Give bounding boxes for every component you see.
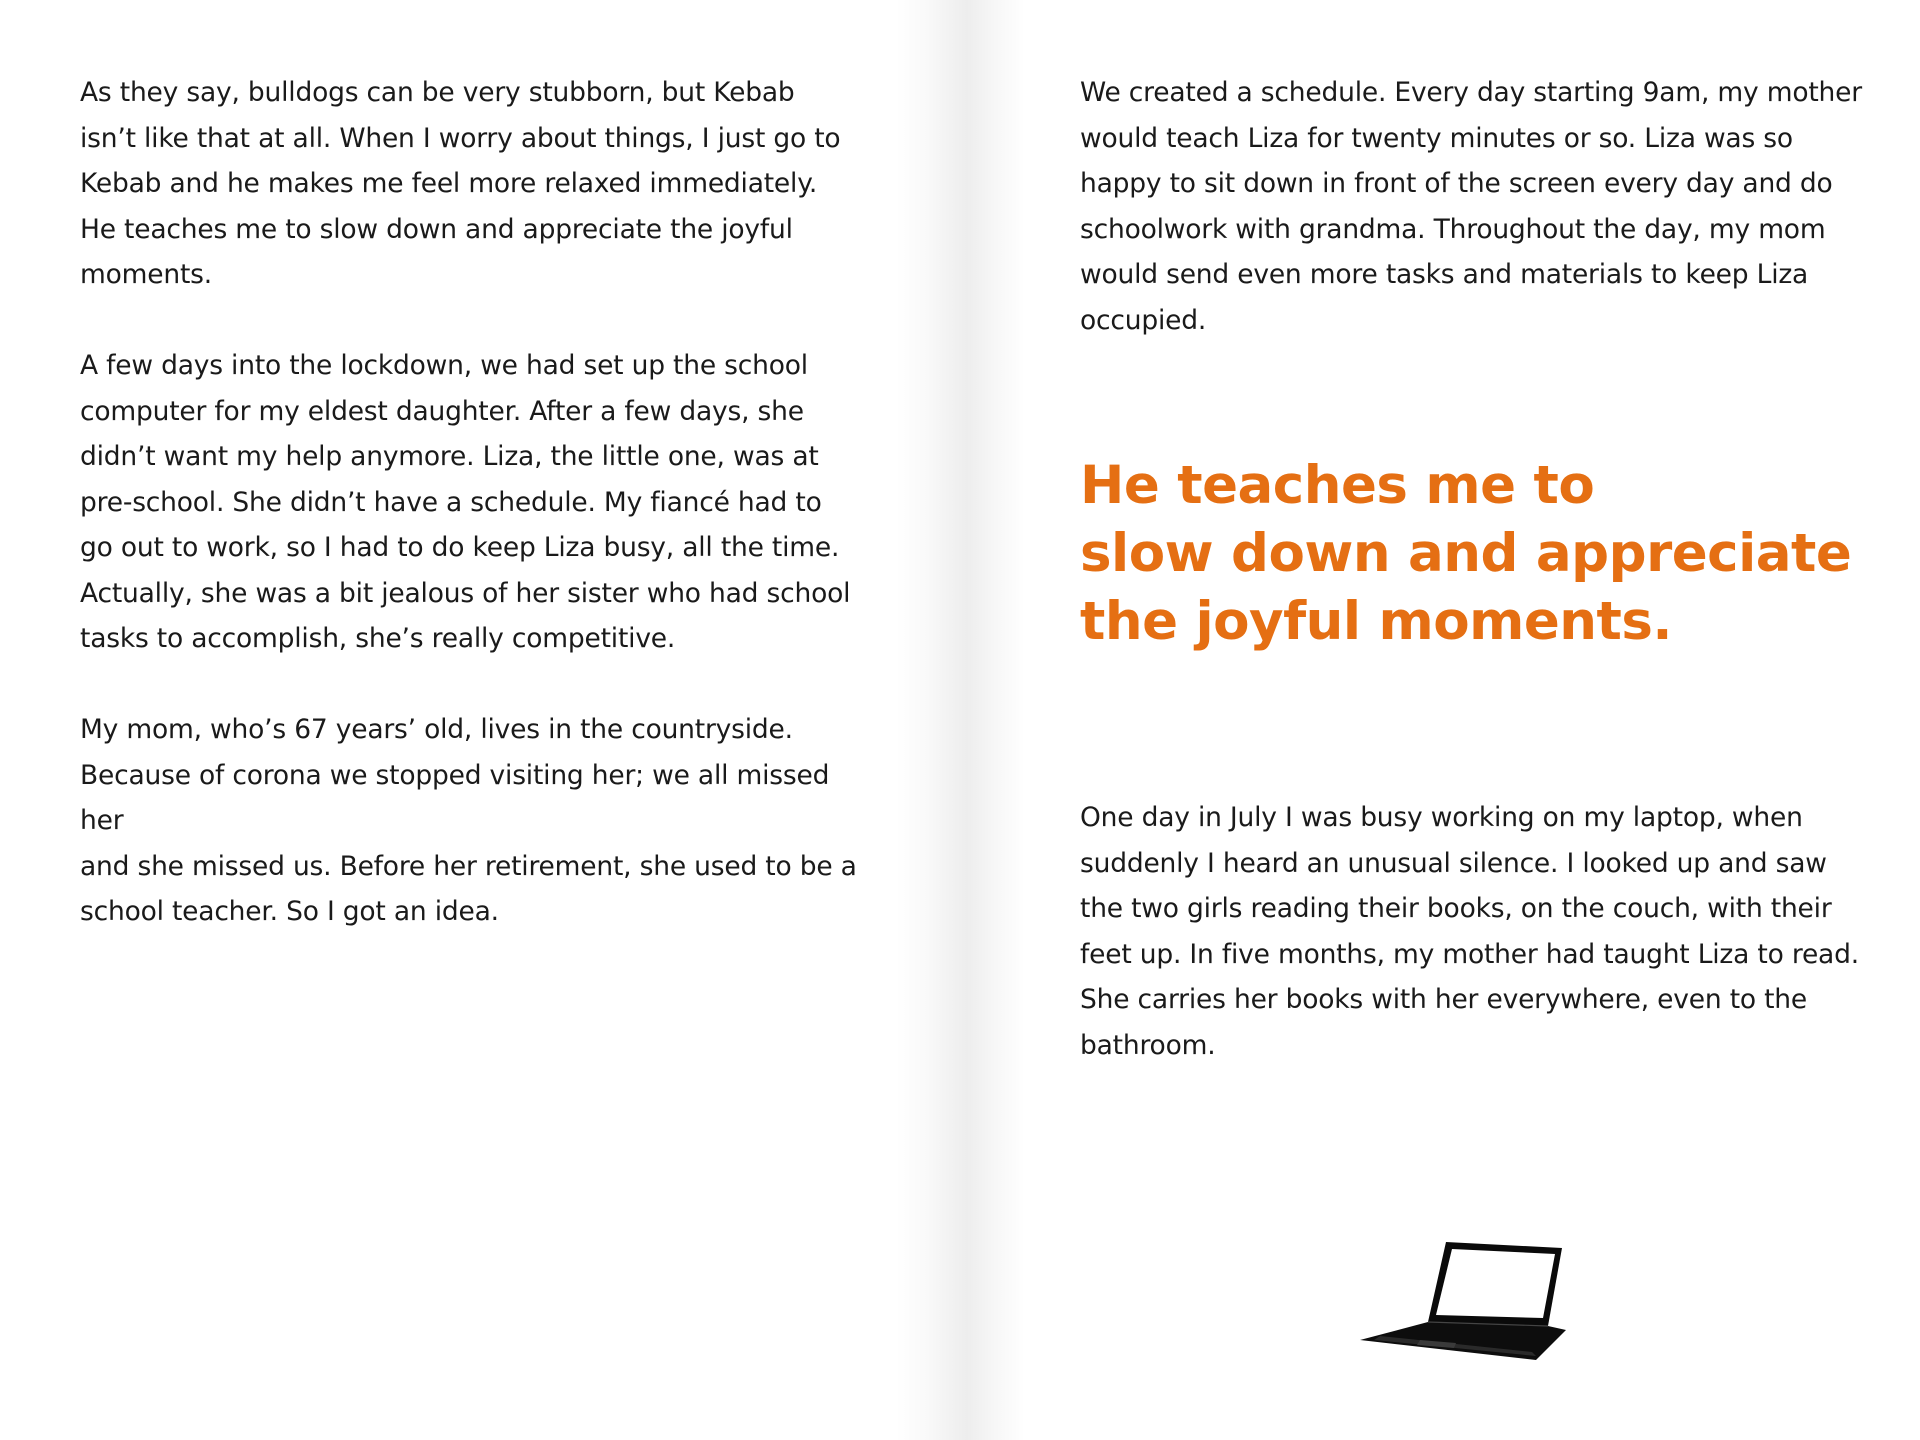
paragraph-july: One day in July I was busy working on my laptop, when suddenly I heard an unusual silence. I looked up and saw the two girls reading their books, on the couch, with their feet up. In five months, my mother had taught Liza to read. She carries her books with her everywhere, even to the bathroom. — [1080, 802, 1859, 1061]
pull-quote: He teaches me to slow down and appreciate the joyful moments. — [1080, 455, 1852, 652]
right-page-bottom-text — [1080, 795, 1880, 1068]
paragraph-schedule: We created a schedule. Every day starting 9am, my mother would teach Liza for twenty minutes or so. Liza was so happy to sit down in front of the screen every day and do schoolwork with grandma. Throughout the day, my mom would send even more tasks and materials to keep Liza occupied. — [1080, 77, 1862, 336]
laptop-icon — [1360, 1234, 1566, 1364]
paragraph-lockdown: A few days into the lockdown, we had set up the school computer for my eldest daughter. After a few days, she didn’t want my help anymore. Liza, the little one, was at pre-school. She didn’t have a schedule. My fiancé had to go out to work, so I had to do keep Liza busy, all the time. Actually, she was a bit jealous of her sister who had school tasks to accomplish, she’s really competitive. — [80, 350, 851, 654]
right-page-top-text — [1080, 70, 1880, 343]
right-page — [960, 0, 1920, 1440]
left-page-text — [80, 70, 880, 935]
paragraph-mom: My mom, who’s 67 years’ old, lives in the countryside. Because of corona we stopped visiting her; we all missed her and she missed us. Before her retirement, she used to be a school teacher. So I got an idea. — [80, 714, 857, 927]
paragraph-kebab: As they say, bulldogs can be very stubborn, but Kebab isn’t like that at all. When I worry about things, I just go to Kebab and he makes me feel more relaxed immediately. He teaches me to slow down and appreciate the joyful moments. — [80, 77, 841, 290]
